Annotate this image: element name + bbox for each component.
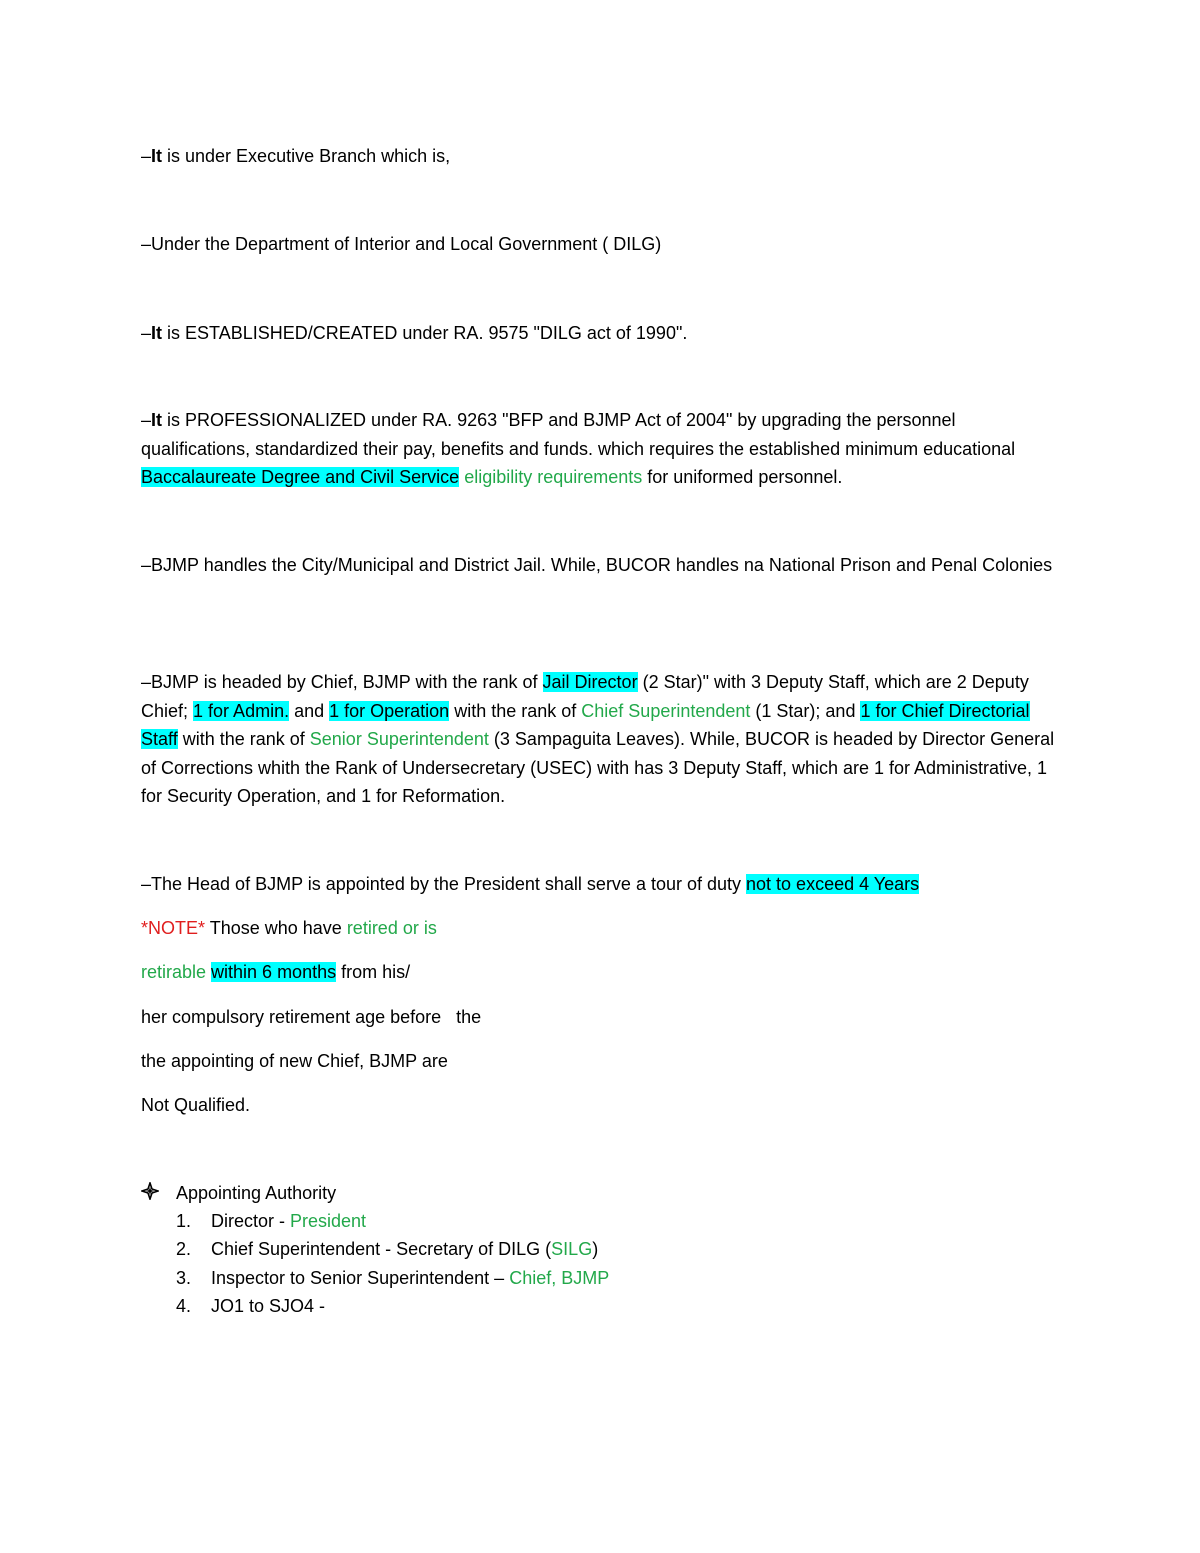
text: with the rank of [449,700,582,721]
paragraph-end: for uniformed personnel. [642,467,843,487]
green-chief-superintendent: Chief Superintendent [581,700,751,721]
green-eligibility: eligibility requirements [464,467,643,487]
text: (3 Sampaguita Leaves). While, BUCOR is headed by Director General of Corrections whith the Rank of Undersecretary (USEC) with has 3 Deputy Staff, which are 1 for Administrative, 1 for Security Operation, and 1 for Reformation. [141,729,1055,806]
note-label: NOTE [148,918,199,938]
paragraph-text: is ESTABLISHED/CREATED under RA. 9575 "DILG act of 1990". [162,323,688,343]
paragraph-text: is under Executive Branch which is, [162,146,451,166]
asterisk: * [198,918,206,938]
list-item [176,1235,598,1263]
asterisk: * [141,918,149,938]
note-line-4: the appointing of new Chief, BJMP are [141,1051,448,1071]
list-number: 2. [176,1239,192,1259]
highlight-chief-directorial: 1 for Chief Directorial Staff [141,700,1030,749]
bold-it: It [151,323,163,343]
list-text: Director - [211,1211,291,1231]
list-number: 1. [176,1211,192,1231]
paragraph-established [141,319,687,347]
list-text: JO1 to SJO4 - [211,1296,326,1316]
paragraph-professionalized [141,406,1056,492]
list-item [176,1207,366,1235]
list-item [176,1292,325,1320]
bold-it: It [151,410,163,430]
green-retired: retired or is [346,918,437,938]
paragraph-bjmp-handles: –BJMP handles the City/Municipal and District Jail. While, BUCOR handles na National Prison and Penal Colonies [141,555,1053,575]
text: from his/ [336,962,411,982]
text: and [289,700,330,721]
green-senior-superintendent: Senior Superintendent [309,729,489,749]
note-line-2 [141,958,410,986]
list-text: Chief Superintendent - Secretary of DILG ( [211,1239,552,1259]
text: –The Head of BJMP is appointed by the President shall serve a tour of duty [141,874,747,894]
list-suffix: ) [592,1239,599,1259]
text: (2 Star)" with 3 Deputy Staff, which are 2 Deputy Chief; [141,672,1029,721]
highlight-operation: 1 for Operation [329,700,450,721]
list-green-text: Chief, BJMP [509,1268,610,1288]
highlight-baccalaureate: Baccalaureate Degree and Civil Service [141,467,460,487]
note-line-1 [141,914,437,942]
list-green-text: SILG [551,1239,593,1259]
list-number: 3. [176,1268,192,1288]
paragraph-dilg: –Under the Department of Interior and Local Government ( DILG) [141,234,662,254]
dash: – [141,323,152,343]
appointing-authority-title: Appointing Authority [176,1183,337,1203]
list-item [176,1264,609,1292]
text: –BJMP is headed by Chief, BJMP with the rank of [141,672,543,692]
highlight-admin: 1 for Admin. [193,700,290,721]
list-green-text: President [290,1211,367,1231]
dash: – [141,410,152,430]
list-text: Inspector to Senior Superintendent – [211,1268,510,1288]
text: (1 Star); and [750,700,861,721]
paragraph-executive-branch [141,142,450,170]
text: Those who have [205,918,347,938]
paragraph-text: is PROFESSIONALIZED under RA. 9263 "BFP and BJMP Act of 2004" by upgrading the personnel qualifications, standardized their pay, benefits and funds. which requires the established minimum educational [141,410,1016,459]
highlight-four-years: not to exceed 4 Years [746,874,920,894]
paragraph-bjmp-headed [141,668,1056,811]
bold-it: It [151,146,163,166]
paragraph-head-appointed [141,870,919,898]
dash: – [141,146,152,166]
highlight-six-months: within 6 months [211,962,337,982]
green-retirable: retirable [141,962,212,982]
text: with the rank of [177,729,310,749]
diamond-bullet-icon [141,1182,161,1202]
note-line-3: her compulsory retirement age before the [141,1007,482,1027]
highlight-jail-director: Jail Director [542,672,638,692]
list-number: 4. [176,1296,192,1316]
note-line-5: Not Qualified. [141,1095,251,1115]
